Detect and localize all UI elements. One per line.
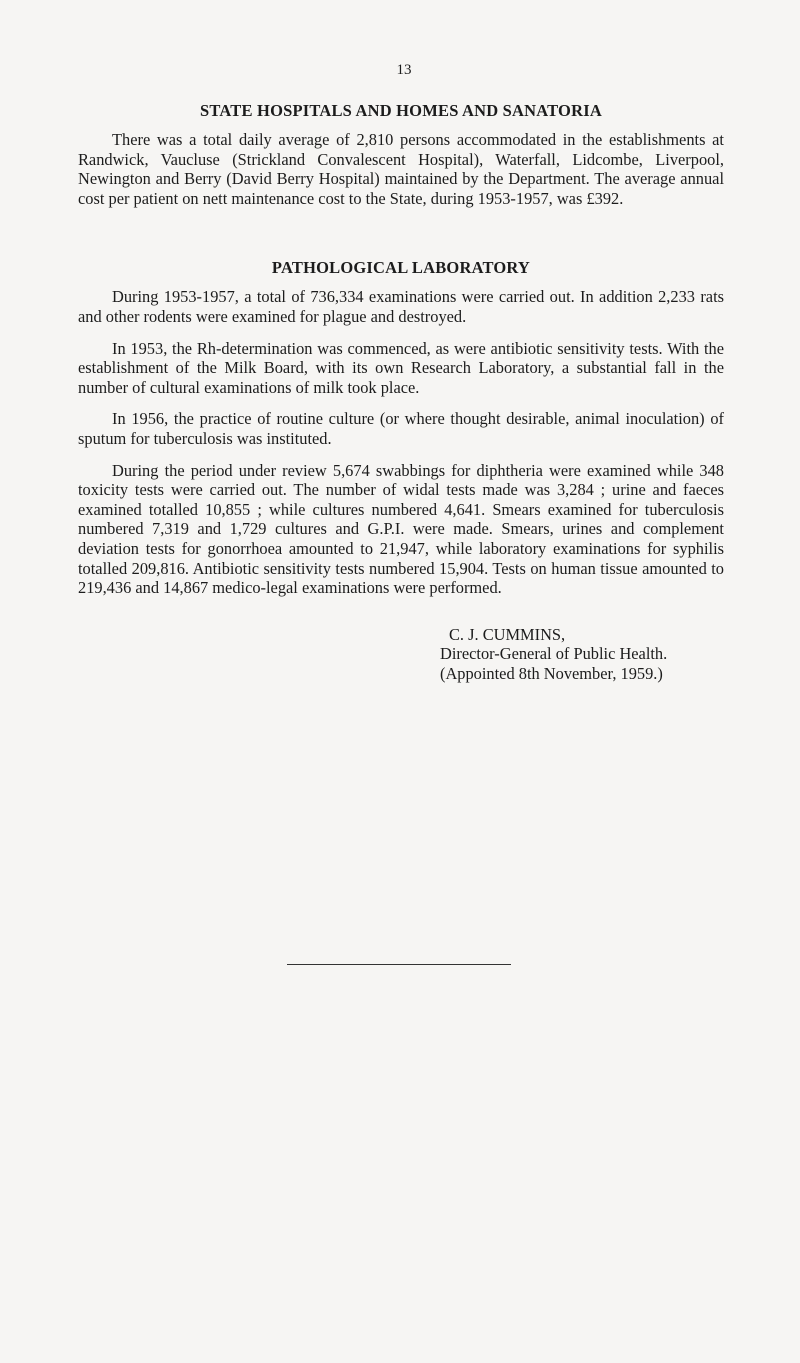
paragraph: During 1953-1957, a total of 736,334 examinations were carried out. In addition 2,233 rats and other rodents were examined for plague and destroyed. bbox=[78, 287, 724, 326]
signatory-name: C. J. CUMMINS, bbox=[449, 624, 566, 644]
paragraph: There was a total daily average of 2,810 persons accommodated in the establishments at Randwick, Vaucluse (Strickland Convalescent Hospital), Waterfall, Lidcombe, Liverpool, Newington and Berry (David Berry Hospital) maintained by the Department. The average annual cost per patient on nett maintenance cost to the State, during 1953-1957, was £392. bbox=[78, 130, 724, 208]
section-heading-state-hospitals: STATE HOSPITALS AND HOMES AND SANATORIA bbox=[200, 101, 602, 120]
document-page bbox=[78, 62, 724, 683]
paragraph: During the period under review 5,674 swabbings for diphtheria were examined while 348 toxicity tests were carried out. The number of widal tests made was 3,284 ; urine and faeces examined totalled 10,855 ; while cultures numbered 4,641. Smears examined for tuberculosis numbered 7,319 and 1,729 cultures and G.P.I. were made. Smears, urines and complement deviation tests for gonorrhoea amounted to 21,947, while laboratory examinations for syphilis totalled 209,816. Antibiotic sensitivity tests numbered 15,904. Tests on human tissue amounted to 219,436 and 14,867 medico-legal examinations were performed. bbox=[78, 460, 724, 598]
signature-block bbox=[440, 625, 724, 684]
page-number: 13 bbox=[396, 62, 412, 78]
signatory-title: Director-General of Public Health. bbox=[440, 644, 668, 664]
section-heading-pathological-laboratory: PATHOLOGICAL LABORATORY bbox=[271, 258, 531, 278]
paragraph: In 1956, the practice of routine culture (or where thought desirable, animal inoculation) of sputum for tuberculosis was instituted. bbox=[78, 409, 724, 448]
paragraph: In 1953, the Rh-determination was commenced, as were antibiotic sensitivity tests. With the establishment of the Milk Board, with its own Research Laboratory, a substantial fall in the number of cultural examinations of milk took place. bbox=[78, 338, 724, 397]
section-pathological-laboratory bbox=[78, 258, 724, 597]
section-state-hospitals bbox=[78, 101, 724, 208]
appointment-note: (Appointed 8th November, 1959.) bbox=[440, 663, 663, 683]
horizontal-rule bbox=[287, 964, 511, 965]
